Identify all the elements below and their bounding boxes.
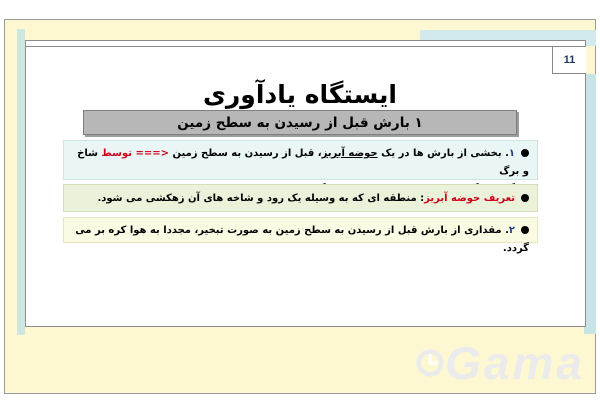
definition-text: : منطقه ای که به وسیله یک رود و شاخه های آن زهکشی می شود. — [97, 193, 425, 204]
slide-title: ایستگاه یادآوری — [202, 80, 397, 109]
bullet-icon — [521, 149, 529, 157]
note-card-3 — [63, 217, 538, 254]
note-card-1 — [63, 140, 538, 180]
item-text: . مقداری از بارش قبل از رسیدن به سطح زمین به صورت تبخیر، مجددا به هوا کره بر می گردد. — [75, 225, 529, 254]
item-term: حوضه آبریز — [321, 148, 378, 159]
gama-watermark — [415, 335, 585, 390]
bullet-icon — [521, 226, 529, 234]
subtitle-bar — [83, 110, 517, 135]
item-text: . بخشی از بارش ها در یک — [381, 148, 509, 159]
gama-logo-icon — [415, 343, 445, 383]
item-number: ۱ — [508, 148, 515, 159]
definition-term: تعریف حوضه آبریز — [424, 193, 515, 204]
arrow-text: <=== توسط — [101, 148, 170, 159]
watermark-text: Gama — [445, 336, 585, 389]
note-line — [74, 145, 529, 181]
top-divider — [25, 46, 586, 47]
page-number: 11 — [552, 47, 586, 74]
note-card-2 — [63, 184, 538, 212]
left-accent-bar — [17, 29, 25, 335]
bullet-icon — [521, 194, 529, 202]
item-text: ، قبل از رسیدن به سطح زمین — [172, 148, 322, 159]
item-text: شاخ و برگ — [77, 148, 529, 177]
item-number: ۲ — [508, 225, 515, 236]
subtitle-text: ۱ بارش قبل از رسیدن به سطح زمین — [177, 114, 423, 131]
